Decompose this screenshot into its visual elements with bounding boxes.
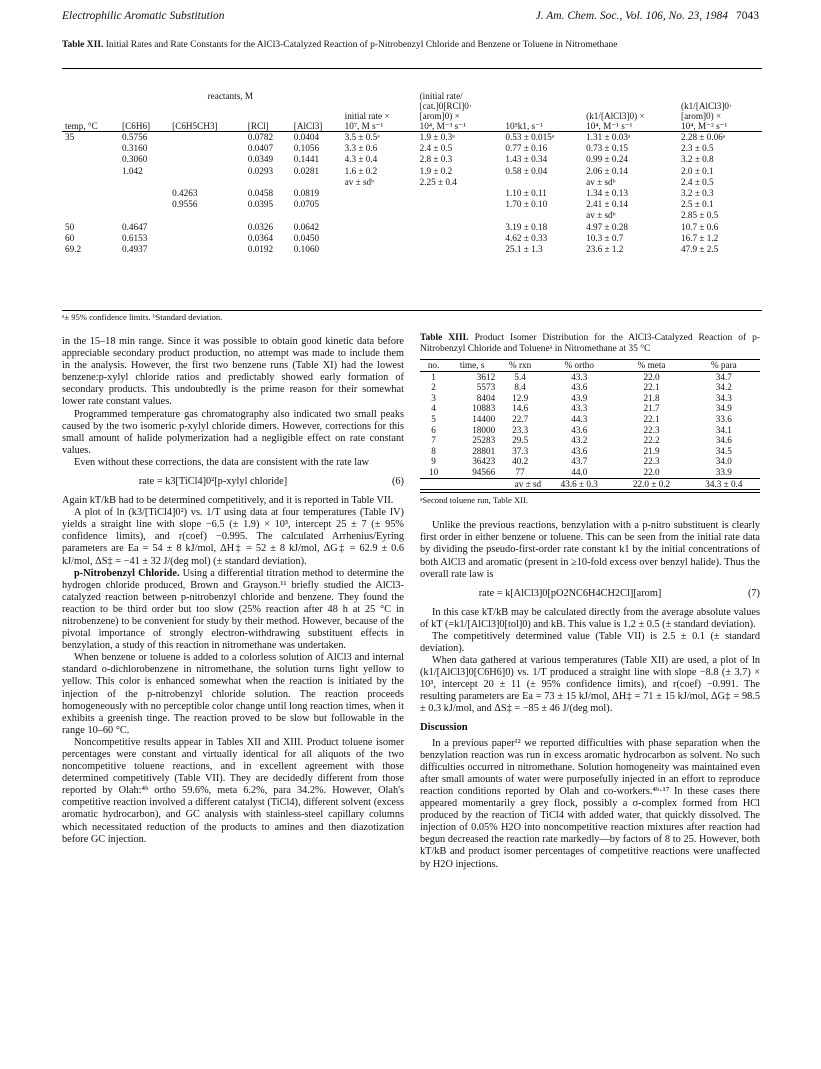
table-row xyxy=(62,188,762,199)
table-row xyxy=(420,425,760,436)
paragraph: Noncompetitive results appear in Tables XII and XIII. Product toluene isomer percentages were constant and virtually identical for all aliquots of the two noncompetitive toluene reactions, and in excellent agreement with those determined competitively (Table VII). They are decidedly different from those reported by Olah:⁴ᵇ ortho 59.6%, meta 6.2%, para 34.2%. However, Olah's competitive reaction involved a different catalyst (TiCl4), different solvent (excess aromatic hydrocarbon), and GC analysis with stainless-steel capillary columns which necessitated reduction of the products to amines and then diazotization before GC injection. xyxy=(62,736,404,845)
table-cell xyxy=(62,199,119,210)
table-cell: 2 xyxy=(431,382,436,393)
benzene-header: [C6H6] xyxy=(122,121,151,131)
equation-6 xyxy=(62,469,404,495)
paragraph: In a previous paper¹² we reported difficulties with phase separation when the benzylation reaction was run in excess aromatic hydrocarbon as solvent. No such difficulties occurred in nitromethane. Solution homogeneity was maintained even after small amounts of water were purposefully injected in an effort to reproduce reaction conditions reported by Olah and co-workers.⁴ᵇ·¹⁷ In these cases there appeared momentarily a grey flock, possibly a σ-complex formed from HCl produced by the reaction of TiCl4 with added water, that quickly dissolved. The injection of 0.05% H2O into noncompetitive reaction mixtures after reaction had begun decreased the reaction rate markedly—by factors of 8 to 25. However, both kT/kB and product isomer percentages of competitive reactions were unaffected by H2O injections. xyxy=(420,737,760,870)
table-cell xyxy=(417,222,503,233)
table-cell: 23.3 xyxy=(512,424,529,435)
table-cell xyxy=(417,210,503,221)
table-cell: 8.4 xyxy=(514,382,526,393)
paragraph: in the 15–18 min range. Since it was possible to obtain good kinetic data before appreciable secondary product production, no attempt was made to include them in the analysis. However, the first two benzene runs (Table XI) had the lowest benzene:p-xylyl chloride ratios and predictably showed early formation of secondary products. This undoubtedly is the prime reason for their somewhat lower rate constant values. xyxy=(62,336,404,408)
table-cell: 0.4647 xyxy=(122,221,148,232)
table-cell: 0.0458 xyxy=(247,188,274,199)
table-cell: 7 xyxy=(431,435,436,446)
ka-header-2: 10⁴, M⁻¹ s⁻¹ xyxy=(586,121,633,131)
table-cell: 1.31 ± 0.03ᵃ xyxy=(586,132,631,142)
table-cell: 0.0281 xyxy=(293,165,320,176)
subsection-heading: p-Nitrobenzyl Chloride. xyxy=(74,567,180,579)
paragraph xyxy=(62,568,404,653)
table-cell: 2.3 ± 0.5 xyxy=(681,143,714,154)
table-cell: 0.77 ± 0.16 xyxy=(505,143,548,154)
equation-text: rate = k[AlCl3]0[pO2NC6H4CH2Cl][arom] xyxy=(478,587,662,599)
table-cell: 40.2 xyxy=(512,456,529,467)
kb-header-2: [arom]0) × xyxy=(681,111,722,121)
table-cell xyxy=(342,244,417,255)
table-cell: 25.1 ± 1.3 xyxy=(505,244,543,255)
table-row xyxy=(62,166,762,177)
table-cell: 34.6 xyxy=(715,435,732,446)
average-value: 34.3 ± 0.4 xyxy=(705,478,743,489)
table-cell: 21.8 xyxy=(643,392,660,403)
table-cell: 1.9 ± 0.3ᵃ xyxy=(419,132,455,142)
kb-header-1: (k1/[AlCl3]0· xyxy=(681,101,733,111)
table-cell: 21.9 xyxy=(643,445,660,456)
paragraph: In this case kT/kB may be calculated directly from the average absolute values of kT (=k1/[AlCl3]0[tol]0) and kB. This value is 1.2 ± 0.5 (± standard deviation). xyxy=(420,606,760,630)
section-title: Electrophilic Aromatic Substitution xyxy=(62,10,225,22)
table-cell xyxy=(119,177,169,188)
table-cell: 43.6 xyxy=(571,424,588,435)
table-row xyxy=(420,467,760,478)
table-cell xyxy=(169,166,245,177)
paragraph: When data gathered at various temperatures (Table XII) are used, a plot of ln (k1/[AlCl3]0[C6H6]0) vs. 1/T produced a straight line with slope −8.8 (± 3.7) × 10³, intercept 20 ± 11 (± 95% confidence limits), and r(coef) −0.991. The resulting parameters are Ea = 73 ± 15 kJ/mol, ΔH‡ = 71 ± 15 kJ/mol, ΔG‡ = 98.5 ± 0.3 kJ/mol, and ΔS‡ = −85 ± 46 J/(deg mol). xyxy=(420,655,760,715)
table-xiii-body xyxy=(420,371,760,490)
table-cell: 2.8 ± 0.3 xyxy=(419,154,453,165)
table-row xyxy=(420,371,760,382)
table-cell: 3 xyxy=(431,392,436,403)
table-cell: 77 xyxy=(515,466,525,477)
equation-text: rate = k3[TiCl4]0²[p-xylyl chloride] xyxy=(138,476,288,488)
table-cell: av ± sdᵇ xyxy=(586,176,616,187)
paragraph: Even without these corrections, the data are consistent with the rate law xyxy=(74,456,370,468)
ka-header-1: (k1/[AlCl3]0) × xyxy=(586,111,645,121)
table-cell xyxy=(169,222,245,233)
table-cell xyxy=(417,244,503,255)
equation-7 xyxy=(420,581,760,607)
table-cell: 43.2 xyxy=(571,435,588,446)
table-cell xyxy=(342,222,417,233)
table-cell xyxy=(342,233,417,244)
table-cell: 4.62 ± 0.33 xyxy=(505,232,548,243)
table-cell: 50 xyxy=(65,221,75,232)
table-cell: 22.1 xyxy=(643,382,660,393)
table-cell: 1.9 ± 0.2 xyxy=(419,165,453,176)
table-cell xyxy=(169,210,245,221)
table-cell: 47.9 ± 2.5 xyxy=(681,244,719,255)
table-cell: 2.41 ± 0.14 xyxy=(586,199,628,210)
table-cell: 0.1056 xyxy=(293,143,320,154)
table-cell: 0.0395 xyxy=(247,199,274,210)
table-cell: 0.0364 xyxy=(247,232,274,243)
average-value: 43.6 ± 0.3 xyxy=(560,478,598,489)
table-cell: 28801 xyxy=(472,445,496,456)
right-column xyxy=(420,333,760,871)
table-row xyxy=(62,199,762,210)
table-cell: 2.25 ± 0.4 xyxy=(419,176,457,187)
table-cell: 18000 xyxy=(472,424,496,435)
table-cell: 43.9 xyxy=(571,392,588,403)
journal-citation xyxy=(536,10,759,22)
paragraph: Programmed temperature gas chromatography also indicated two small peaks caused by the two isomeric p-xylyl chloride dimers. However, corrections for this small amount of halide polymerization had a negligible effect on rate constant values. xyxy=(62,408,404,456)
table-cell: 22.0 xyxy=(643,371,660,382)
table-cell: 3.2 ± 0.8 xyxy=(681,154,714,165)
table-cell: 10883 xyxy=(472,403,496,414)
table-cell xyxy=(169,244,245,255)
table-xiii-caption xyxy=(420,333,760,355)
table-row xyxy=(420,456,760,467)
column-header: time, s xyxy=(459,360,485,370)
table-row xyxy=(420,414,760,425)
table-cell: 0.53 ± 0.015ᵃ xyxy=(505,132,555,142)
table-cell: 1.6 ± 0.2 xyxy=(344,165,378,176)
table-xiii-footnote: ᵃSecond toluene run, Table XII. xyxy=(420,492,760,506)
table-cell xyxy=(342,199,417,210)
average-value: 22.0 ± 0.2 xyxy=(632,478,671,489)
table-row xyxy=(62,177,762,188)
average-row xyxy=(420,478,760,490)
table-xiii-header-row xyxy=(420,360,760,372)
table-cell xyxy=(62,143,119,154)
table-xii-body xyxy=(62,132,762,256)
table-cell: av ± sdᵇ xyxy=(586,210,616,221)
table-cell xyxy=(62,154,119,165)
table-cell: 0.0407 xyxy=(247,143,274,154)
table-cell: 29.5 xyxy=(512,435,529,446)
table-cell: 0.4263 xyxy=(172,188,198,199)
table-cell xyxy=(417,199,503,210)
table-cell: 2.5 ± 0.1 xyxy=(681,199,714,210)
table-cell xyxy=(62,177,119,188)
table-cell: 10.3 ± 0.7 xyxy=(586,232,624,243)
table-cell: 22.3 xyxy=(643,424,660,435)
table-cell: 3.3 ± 0.6 xyxy=(344,143,378,154)
table-xiii xyxy=(420,359,760,490)
table-cell: 25283 xyxy=(472,435,496,446)
table-cell xyxy=(417,233,503,244)
table-cell xyxy=(502,210,583,221)
table-cell xyxy=(169,132,245,144)
table-cell: 0.0349 xyxy=(247,154,274,165)
kb-header-3: 10⁴, M⁻² s⁻¹ xyxy=(681,121,728,131)
table-cell: 1 xyxy=(431,371,436,382)
table-cell: 4 xyxy=(431,403,436,414)
table-cell: 60 xyxy=(65,232,75,243)
table-cell xyxy=(342,210,417,221)
table-cell xyxy=(502,177,583,188)
table-row xyxy=(420,435,760,446)
table-cell: 0.0450 xyxy=(293,232,320,243)
table-cell: av ± sdᵇ xyxy=(344,176,374,187)
table-cell: 0.0819 xyxy=(293,188,320,199)
table-cell: 1.34 ± 0.13 xyxy=(586,188,628,199)
table-cell: 22.7 xyxy=(512,413,529,424)
table-row xyxy=(62,143,762,154)
table-row xyxy=(62,233,762,244)
paragraph: A plot of ln (k3/[TiCl4]0²) vs. 1/T using data at four temperatures (Table IV) yields a straight line with slope −6.5 (± 1.9) × 10³, intercept 25 ± 7 (± 95% confidence limits), and r(coef) −0.995. The calculated Arrhenius/Eyring parameters are Ea = 54 ± 8 kJ/mol, ΔH‡ = 52 ± 8 kJ/mol, ΔG‡ = 62.9 ± 0.6 kJ/mol, ΔS‡ = −41 ± 32 J/(deg mol) (± standard deviation). xyxy=(62,507,404,567)
table-cell: 21.7 xyxy=(643,403,660,414)
table-cell: 0.99 ± 0.24 xyxy=(586,154,628,165)
table-cell: 0.6153 xyxy=(122,232,148,243)
table-cell: 43.3 xyxy=(571,403,588,414)
table-row xyxy=(62,244,762,255)
table-cell: 5573 xyxy=(476,382,496,393)
table-cell: 3.5 ± 0.5ᵃ xyxy=(344,132,380,142)
table-cell xyxy=(169,177,245,188)
paragraph: Again kT/kB had to be determined competitively, and it is reported in Table VII. xyxy=(62,495,394,507)
table-cell: 0.0782 xyxy=(247,132,274,142)
paragraph: Unlike the previous reactions, benzylation with a p-nitro substituent is clearly first order in either benzene or toluene. This can be seen from the initial rate data by dividing the pseudo-first-order rate constant k1 by the initial concentrations of both AlCl3 and aromatic (present in ≥10-fold excess over benzyl halide). Thus the overall rate law is xyxy=(420,520,760,580)
table-cell: 10 xyxy=(428,466,439,477)
table-cell xyxy=(417,188,503,199)
norm-rate-header-4: 10⁴, M⁻³ s⁻¹ xyxy=(419,121,466,131)
table-xii-caption xyxy=(62,40,762,51)
table-row xyxy=(420,403,760,414)
table-cell: 8404 xyxy=(476,392,496,403)
table-cell: 2.0 ± 0.1 xyxy=(681,165,714,176)
table-cell: 35 xyxy=(65,132,75,142)
table-cell: 2.85 ± 0.5 xyxy=(681,210,719,221)
table-cell: 34.7 xyxy=(715,371,732,382)
table-cell: 8 xyxy=(431,445,436,456)
table-cell: 69.2 xyxy=(65,244,82,255)
table-label: Table XII. xyxy=(62,40,104,50)
table-cell: 44.3 xyxy=(571,413,588,424)
table-cell: 33.6 xyxy=(715,413,732,424)
table-cell: 0.0192 xyxy=(247,244,274,255)
alcl3-header: [AlCl3] xyxy=(293,121,323,131)
running-header xyxy=(62,10,759,28)
table-cell: 36423 xyxy=(472,456,496,467)
table-caption-text: Product Isomer Distribution for the AlCl3-Catalyzed Reaction of p-Nitrobenzyl Chloride and Tolueneᵃ in Nitromethane at 35 °C xyxy=(420,333,760,354)
equation-number: (7) xyxy=(747,587,760,599)
table-cell: 34.5 xyxy=(715,445,732,456)
rate-header-1: initial rate × xyxy=(344,111,390,121)
table-cell: 0.5756 xyxy=(122,132,148,142)
table-cell: 3612 xyxy=(476,371,496,382)
reactants-header: reactants, M xyxy=(207,91,254,101)
table-cell xyxy=(342,188,417,199)
table-cell: 6 xyxy=(431,424,436,435)
table-cell: 0.73 ± 0.15 xyxy=(586,143,628,154)
table-cell xyxy=(291,177,342,188)
table-cell: 1.042 xyxy=(122,165,143,176)
table-cell: 22.1 xyxy=(643,413,660,424)
table-cell: 0.3160 xyxy=(122,143,148,154)
table-row xyxy=(62,222,762,233)
table-cell xyxy=(119,210,169,221)
table-cell: 37.3 xyxy=(512,445,529,456)
average-label: av ± sd xyxy=(514,478,542,489)
column-header: % meta xyxy=(637,360,666,370)
table-cell: 43.6 xyxy=(571,382,588,393)
table-cell: 10.7 ± 0.6 xyxy=(681,221,719,232)
norm-rate-header-2: [cat.]0[RCl]0· xyxy=(419,101,472,111)
table-cell: 0.1060 xyxy=(293,244,320,255)
table-row xyxy=(62,132,762,144)
table-cell: 1.10 ± 0.11 xyxy=(505,188,547,199)
table-cell: 34.0 xyxy=(715,456,732,467)
table-cell: 5.4 xyxy=(514,371,526,382)
table-xii xyxy=(62,68,762,255)
table-cell: 43.7 xyxy=(571,456,588,467)
table-cell: 22.3 xyxy=(643,456,660,467)
norm-rate-header-1: (initial rate/ xyxy=(419,91,463,101)
table-cell xyxy=(291,210,342,221)
table-cell: 2.4 ± 0.5 xyxy=(681,176,714,187)
table-cell: 14.6 xyxy=(512,403,529,414)
table-row xyxy=(420,446,760,457)
table-cell: 2.06 ± 0.14 xyxy=(586,165,628,176)
table-cell: 43.3 xyxy=(571,371,588,382)
discussion-heading: Discussion xyxy=(420,721,468,733)
table-cell: 0.1441 xyxy=(293,154,320,165)
column-header: % para xyxy=(710,360,737,370)
column-header: % ortho xyxy=(564,360,594,370)
table-cell: 0.9556 xyxy=(172,199,198,210)
table-cell: 14400 xyxy=(472,413,496,424)
table-cell: 16.7 ± 1.2 xyxy=(681,232,719,243)
table-cell xyxy=(119,188,169,199)
table-cell xyxy=(169,143,245,154)
table-cell: 1.43 ± 0.34 xyxy=(505,154,548,165)
table-cell: 1.70 ± 0.10 xyxy=(505,199,548,210)
table-cell: 5 xyxy=(431,413,436,424)
table-cell: 22.0 xyxy=(643,466,660,477)
table-cell: 94566 xyxy=(472,466,496,477)
table-cell: 22.2 xyxy=(643,435,660,446)
column-header: no. xyxy=(427,360,440,370)
table-xii-footnote: ᵃ± 95% confidence limits. ᵇStandard deviation. xyxy=(62,310,762,322)
table-cell xyxy=(245,177,291,188)
table-row xyxy=(420,382,760,393)
table-cell: 0.0642 xyxy=(293,221,320,232)
table-cell: 2.4 ± 0.5 xyxy=(419,143,453,154)
table-cell xyxy=(62,210,119,221)
rate-header-2: 10⁷, M s⁻¹ xyxy=(344,121,384,131)
toluene-header: [C6H5CH3] xyxy=(172,121,218,131)
table-label: Table XIII. xyxy=(420,333,469,343)
equation-number: (6) xyxy=(391,476,404,488)
table-cell: 34.3 xyxy=(715,392,732,403)
table-cell: 0.58 ± 0.04 xyxy=(505,165,548,176)
paragraph: When benzene or toluene is added to a colorless solution of AlCl3 and internal standard o-dichlorobenzene in nitromethane, the solution turns light yellow to yellow. This color is enhanced somewhat when the reaction is initiated by the injection of the p-nitrobenzyl chloride solution. The reaction proceeds homogeneously with no perceptible color change until long reaction times, when it exhibits a greenish tinge. The reaction proved to be slow but followable in the range 10–60 °C. xyxy=(62,652,404,736)
citation-text: J. Am. Chem. Soc., Vol. 106, No. 23, 1984 xyxy=(535,10,728,22)
table-cell: 33.9 xyxy=(715,466,732,477)
table-cell: 23.6 ± 1.2 xyxy=(586,244,624,255)
table-cell xyxy=(62,166,119,177)
table-cell: 34.9 xyxy=(715,403,732,414)
table-cell: 44.0 xyxy=(571,466,588,477)
table-cell: 34.2 xyxy=(715,382,732,393)
table-cell: 12.9 xyxy=(512,392,529,403)
table-cell: 0.0705 xyxy=(293,199,320,210)
table-cell: 2.28 ± 0.06ᵃ xyxy=(681,132,726,142)
paragraph: The competitively determined value (Table VII) is 2.5 ± 0.1 (± standard deviation). xyxy=(420,630,760,654)
table-cell xyxy=(169,154,245,165)
table-row xyxy=(62,154,762,165)
table-row xyxy=(420,393,760,404)
table-cell: 0.0326 xyxy=(247,221,274,232)
table-cell: 43.6 xyxy=(571,445,588,456)
left-column xyxy=(62,336,404,846)
norm-rate-header-3: [arom]0) × xyxy=(419,111,460,121)
table-cell: 3.19 ± 0.18 xyxy=(505,221,548,232)
table-caption-text: Initial Rates and Rate Constants for the AlCl3-Catalyzed Reaction of p-Nitrobenzyl Chloride and Benzene or Toluene in Nitromethane xyxy=(105,40,618,50)
table-cell xyxy=(62,188,119,199)
table-cell xyxy=(169,233,245,244)
table-cell: 3.2 ± 0.3 xyxy=(681,188,714,199)
k1-header: 10⁵k1, s⁻¹ xyxy=(505,121,543,131)
table-cell: 4.97 ± 0.28 xyxy=(586,221,628,232)
rcl-header: [RCl] xyxy=(247,121,269,131)
table-cell: 0.0293 xyxy=(247,165,274,176)
table-cell: 0.0404 xyxy=(293,132,320,142)
table-row xyxy=(62,210,762,221)
page-number: 7043 xyxy=(736,10,759,22)
column-header: % rxn xyxy=(509,360,532,370)
table-cell xyxy=(245,210,291,221)
table-cell: 0.3060 xyxy=(122,154,148,165)
table-cell: 0.4937 xyxy=(122,244,148,255)
table-cell xyxy=(119,199,169,210)
table-cell: 4.3 ± 0.4 xyxy=(344,154,378,165)
table-cell: 9 xyxy=(431,456,436,467)
table-cell: 34.1 xyxy=(715,424,732,435)
temp-header: temp, °C xyxy=(65,121,98,131)
paragraph-text: Using a differential titration method to determine the hydrogen chloride produced, Brown and Grayson.¹¹ briefly studied the AlCl3-catalyzed reaction between p-nitrobenzyl chloride and benzene. They found the reaction to be third order but too slow (25% reaction after 48 h at 25 °C in nitrobenzene) to be convenient for study by their method. However, because of the pivotal importance of strongly electron-withdrawing substituent effects in benzylation, a study of this reaction in nitromethane was undertaken. xyxy=(62,567,404,652)
